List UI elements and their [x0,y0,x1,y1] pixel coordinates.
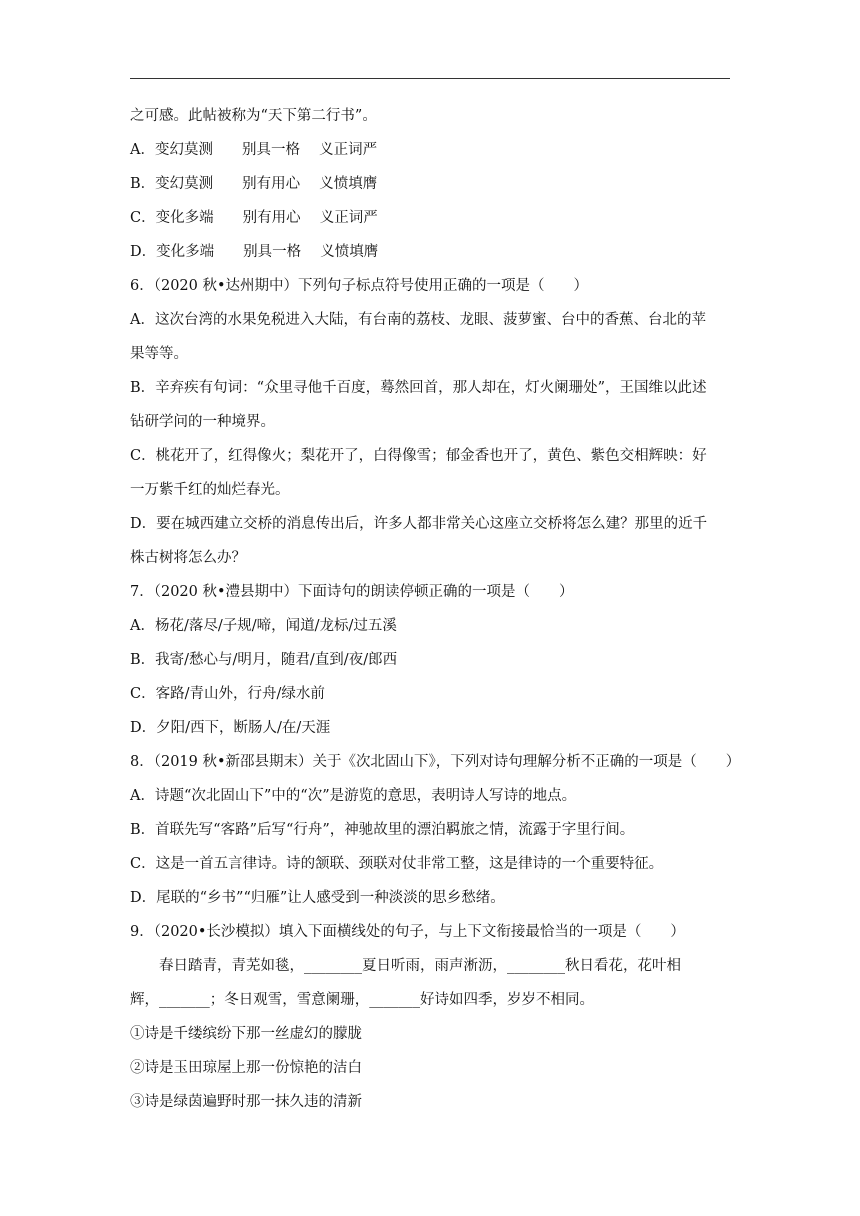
option-d-q7: D．夕阳/西下，断肠人/在/天涯 [130,720,331,736]
option-b-q7: B．我寄/愁心与/明月，随君/直到/夜/郎西 [130,652,398,668]
option-a-q6: A．这次台湾的水果免税进入大陆，有台南的荔枝、龙眼、菠萝蜜、台中的香蕉、台北的苹 [130,312,706,328]
option-d-q6: D．要在城西建立交桥的消息传出后，许多人都非常关心这座立交桥将怎么建？那里的近千 [130,516,708,532]
question-8: 8．（2019 秋•新邵县期末）关于《次北固山下》，下列对诗句理解分析不正确的一项是（ ） [130,754,741,770]
question-7: 7．（2020 秋•澧县期中）下面诗句的朗读停顿正确的一项是（ ） [130,584,574,600]
passage-q9: 春日踏青，青芜如毯，________夏日听雨，雨声淅沥，________秋日看花，花叶相 [159,958,681,974]
document-body [130,104,741,1124]
sentence-1-q9: ①诗是千缕缤纷下那一丝虚幻的朦胧 [130,1026,362,1042]
option-b-q6: B．辛弃疾有句词：“众里寻他千百度，蓦然回首，那人却在，灯火阑珊处”，王国维以此述 [130,380,707,396]
option-c-q7: C．客路/青山外，行舟/绿水前 [130,686,325,702]
sentence-2-q9: ②诗是玉田琼屋上那一份惊艳的洁白 [130,1060,362,1076]
option-b-q5: B．变幻莫测 别有用心 义愤填膺 [130,176,378,192]
option-c-q8: C．这是一首五言律诗。诗的颔联、颈联对仗非常工整，这是律诗的一个重要特征。 [130,856,664,872]
option-b-q8: B．首联先写“客路”后写“行舟”，神驰故里的漂泊羁旅之情，流露于字里行间。 [130,822,635,838]
option-a-q5: A．变幻莫测 别具一格 义正词严 [130,142,378,158]
option-a-q7: A．杨花/落尽/子规/啼，闻道/龙标/过五溪 [130,618,397,634]
question-6: 6．（2020 秋•达州期中）下列句子标点符号使用正确的一项是（ ） [130,278,589,294]
option-c-q6: C．桃花开了，红得像火；梨花开了，白得像雪；郁金香也开了，黄色、紫色交相辉映：好 [130,448,707,464]
question-9: 9．（2020•长沙模拟）填入下面横线处的句子，与上下文衔接最恰当的一项是（ ） [130,924,685,940]
option-b-q6-cont: 钻研学问的一种境界。 [130,414,275,430]
text-line: 之可感。此帖被称为“天下第二行书”。 [130,108,377,124]
option-a-q6-cont: 果等等。 [130,346,188,362]
option-d-q8: D．尾联的“乡书”“归雁”让人感受到一种淡淡的思乡愁绪。 [130,890,505,906]
sentence-3-q9: ③诗是绿茵遍野时那一抹久违的清新 [130,1094,362,1110]
option-d-q5: D．变化多端 别具一格 义愤填膺 [130,244,379,260]
option-c-q6-cont: 一万紫千红的灿烂春光。 [130,482,290,498]
option-a-q8: A．诗题“次北固山下”中的“次”是游览的意思，表明诗人写诗的地点。 [130,788,577,804]
passage-q9-cont: 辉，_______；冬日观雪，雪意阑珊，_______好诗如四季，岁岁不相同。 [130,992,594,1008]
option-c-q5: C．变化多端 别有用心 义正词严 [130,210,378,226]
header-rule [130,78,730,79]
option-d-q6-cont: 株古树将怎么办？ [130,550,246,566]
